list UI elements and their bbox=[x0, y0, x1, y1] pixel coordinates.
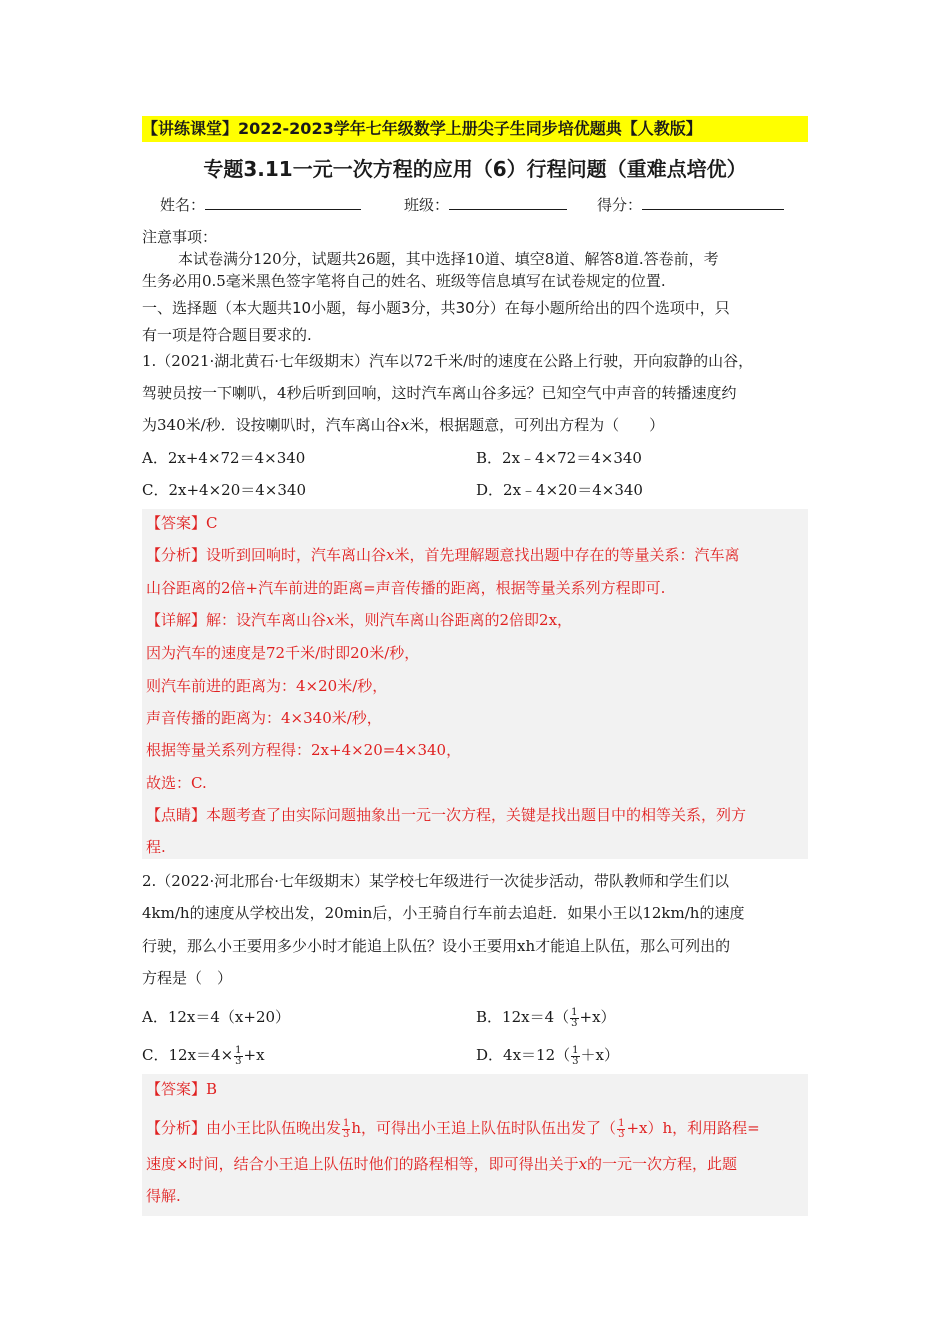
fraction-one-third: $\frac{1}{3}$ bbox=[235, 1044, 242, 1067]
q1-option-d: D．2x﹣4×20＝4×340 bbox=[476, 481, 643, 499]
header-banner: 【讲练课堂】2022-2023学年七年级数学上册尖子生同步培优题典【人教版】 bbox=[142, 116, 808, 142]
q1-option-a: A．2x+4×72＝4×340 bbox=[142, 449, 306, 467]
notes-line-2: 生务必用0.5毫米黑色签字笔将自己的姓名、班级等信息填写在试卷规定的位置. bbox=[142, 272, 666, 290]
class-label: 班级： bbox=[404, 196, 450, 214]
score-field bbox=[597, 193, 784, 216]
q1-detail-line-4: 声音传播的距离为：4×340米/秒， bbox=[146, 709, 382, 727]
q2-line-3: 行驶，那么小王要用多少小时才能追上队伍？设小王要用xh才能追上队伍，那么可列出的 bbox=[142, 937, 731, 955]
q2-answer-block bbox=[142, 1074, 808, 1216]
notes-heading: 注意事项： bbox=[142, 228, 218, 246]
q1-line-2: 驾驶员按一下喇叭，4秒后听到回响，这时汽车离山谷多远？已知空气中声音的转播速度约 bbox=[142, 384, 737, 402]
q1-detail-line-2: 因为汽车的速度是72千米/时即20米/秒， bbox=[146, 644, 420, 662]
notes-line-1: 本试卷满分120分，试题共26题，其中选择10道、填空8道、解答8道.答卷前，考 bbox=[178, 250, 719, 268]
section-heading-line-2: 有一项是符合题目要求的. bbox=[142, 326, 312, 344]
fraction-one-third: $\frac{1}{3}$ bbox=[618, 1117, 625, 1140]
q2-analysis-line-3: 得解. bbox=[146, 1187, 181, 1205]
fraction-one-third: $\frac{1}{3}$ bbox=[343, 1117, 350, 1140]
q1-remark-line-1: 【点睛】本题考查了由实际问题抽象出一元一次方程，关键是找出题目中的相等关系，列方 bbox=[146, 806, 747, 824]
q2-analysis-line-2: 速度×时间，结合小王追上队伍时他们的路程相等，即可得出关于x的一元一次方程，此题 bbox=[146, 1155, 738, 1173]
name-label: 姓名： bbox=[160, 196, 206, 214]
q1-line-3: 为340米/秒．设按喇叭时，汽车离山谷x米，根据题意，可列出方程为（ ） bbox=[142, 416, 665, 434]
q1-analysis-line-2: 山谷距离的2倍+汽车前进的距离=声音传播的距离，根据等量关系列方程即可. bbox=[146, 579, 666, 597]
name-blank bbox=[205, 193, 361, 210]
q2-option-b: B．12x＝4（ $\frac{1}{3}$ +x） bbox=[476, 1006, 616, 1029]
score-label: 得分： bbox=[597, 196, 643, 214]
section-heading-line-1: 一、选择题（本大题共10小题，每小题3分，共30分）在每小题所给出的四个选项中，只 bbox=[142, 299, 730, 317]
name-field bbox=[160, 193, 361, 216]
score-blank bbox=[642, 193, 784, 210]
q1-answer: 【答案】C bbox=[146, 514, 218, 532]
q1-detail-line-1: 【详解】解：设汽车离山谷x米，则汽车离山谷距离的2倍即2x， bbox=[146, 611, 573, 629]
q2-analysis-line-1: 【分析】由小王比队伍晚出发 $\frac{1}{3}$ h，可得出小王追上队伍时队伍出发了（ $\frac{1}{3}$ +x）h，利用路程= bbox=[146, 1117, 760, 1140]
q2-option-a: A．12x＝4（x+20） bbox=[142, 1008, 291, 1026]
q2-line-2: 4km/h的速度从学校出发，20min后，小王骑自行车前去追赶．如果小王以12km/h的速度 bbox=[142, 904, 745, 922]
q1-detail-line-3: 则汽车前进的距离为：4×20米/秒， bbox=[146, 677, 388, 695]
q1-option-c: C．2x+4×20＝4×340 bbox=[142, 481, 306, 499]
fraction-one-third: $\frac{1}{3}$ bbox=[572, 1044, 579, 1067]
q2-line-4: 方程是（ ） bbox=[142, 969, 233, 987]
page-title: 专题3.11一元一次方程的应用（6）行程问题（重难点培优） bbox=[203, 157, 747, 181]
q2-option-c: C．12x＝4× $\frac{1}{3}$ +x bbox=[142, 1044, 265, 1067]
q1-detail-line-6: 故选：C. bbox=[146, 774, 207, 792]
class-field bbox=[404, 193, 567, 216]
q2-option-d: D．4x＝12（ $\frac{1}{3}$ ＋x） bbox=[476, 1044, 619, 1067]
class-blank bbox=[449, 193, 567, 210]
q2-line-1: 2.（2022·河北邢台·七年级期末）某学校七年级进行一次徒步活动，带队教师和学生们以 bbox=[142, 872, 730, 890]
q1-remark-line-2: 程. bbox=[146, 838, 166, 856]
fraction-one-third: $\frac{1}{3}$ bbox=[571, 1006, 578, 1029]
q1-detail-line-5: 根据等量关系列方程得：2x+4×20=4×340， bbox=[146, 741, 462, 759]
q1-analysis-line-1: 【分析】设听到回响时，汽车离山谷x米，首先理解题意找出题中存在的等量关系：汽车离 bbox=[146, 546, 740, 564]
q2-answer: 【答案】B bbox=[146, 1080, 218, 1098]
q1-line-1: 1.（2021·湖北黄石·七年级期末）汽车以72千米/时的速度在公路上行驶，开向寂静的山谷， bbox=[142, 352, 754, 370]
q1-option-b: B．2x﹣4×72＝4×340 bbox=[476, 449, 642, 467]
